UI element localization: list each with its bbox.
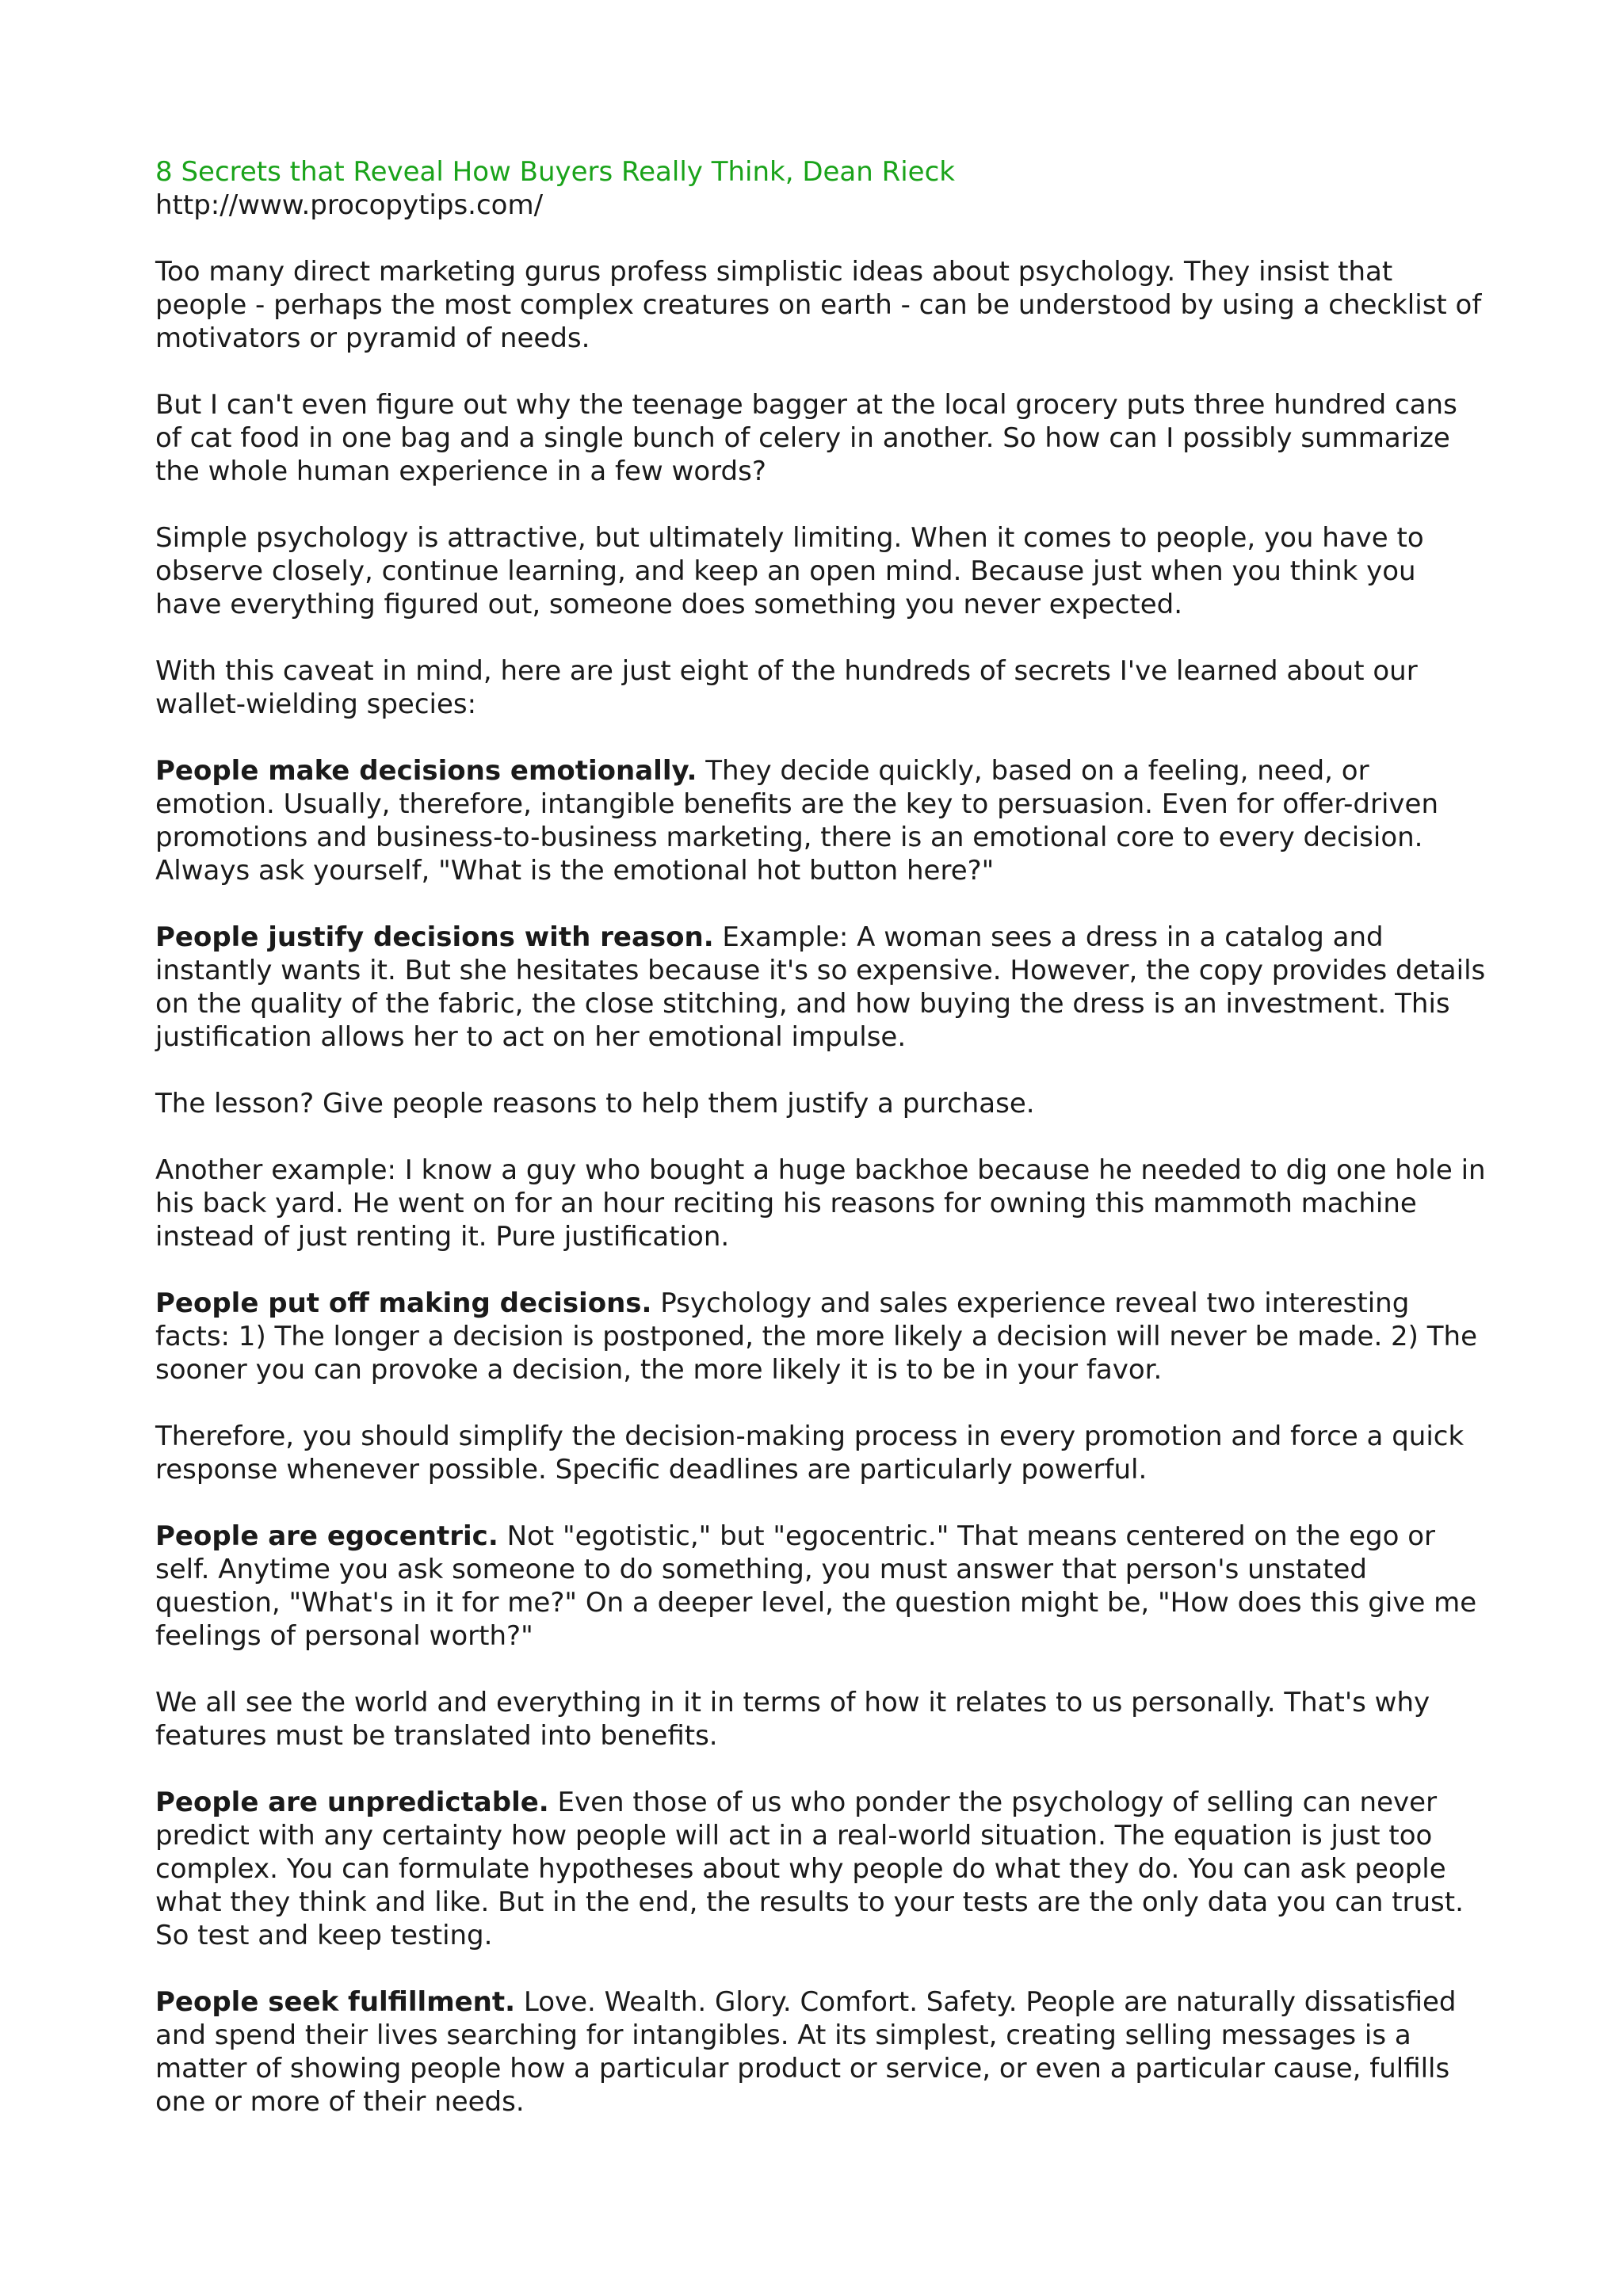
paragraph-text: We all see the world and everything in it in terms of how it relates to us personally. That's why features must be translated into benefits. [155, 1687, 1430, 1752]
paragraph [155, 1154, 1487, 1253]
paragraph [155, 1686, 1487, 1753]
paragraph-text: Even those of us who ponder the psychology of selling can never predict with any certainty how people will act in a real-world situation. The equation is just too complex. You can formulate hypotheses about why people do what they do. You can ask people what they think and like. But in the end, the results to your tests are the only data you can trust. So test and keep testing. [155, 1787, 1464, 1951]
paragraph-lead: People put off making decisions. [155, 1287, 652, 1319]
paragraph [155, 1420, 1487, 1486]
paragraph [155, 1786, 1487, 1952]
paragraph [155, 654, 1487, 721]
paragraph-text: Too many direct marketing gurus profess simplistic ideas about psychology. They insist that people - perhaps the most complex creatures on earth - can be understood by using a checklist of motivators or pyramid of needs. [155, 256, 1482, 354]
paragraph-text: Therefore, you should simplify the decision-making process in every promotion and force a quick response whenever possible. Specific deadlines are particularly powerful. [155, 1421, 1465, 1486]
document-title: 8 Secrets that Reveal How Buyers Really Think, Dean Rieck [155, 156, 955, 188]
paragraph-text: Love. Wealth. Glory. Comfort. Safety. People are naturally dissatisfied and spend their lives searching for intangibles. At its simplest, creating selling messages is a matter of showing people how a particular product or service, or even a particular cause, fulfills one or more of their needs. [155, 1986, 1457, 2118]
paragraph [155, 388, 1487, 488]
paragraph [155, 255, 1487, 355]
paragraph-text: With this caveat in mind, here are just eight of the hundreds of secrets I've learned about our wallet-wielding species: [155, 655, 1418, 720]
paragraph-text: Example: A woman sees a dress in a catalog and instantly wants it. But she hesitates because it's so expensive. However, the copy provides details on the quality of the fabric, the close stitching, and how buying the dress is an investment. This justification allows her to act on her emotional impulse. [155, 921, 1486, 1053]
paragraph-lead: People are unpredictable. [155, 1787, 549, 1818]
paragraph-text: Simple psychology is attractive, but ultimately limiting. When it comes to people, you have to observe closely, continue learning, and keep an open mind. Because just when you think you have everything figured out, someone does something you never expected. [155, 522, 1424, 620]
paragraph [155, 1087, 1487, 1120]
paragraph-text: But I can't even figure out why the teenage bagger at the local grocery puts three hundred cans of cat food in one bag and a single bunch of celery in another. So how can I possibly summarize the whole human experience in a few words? [155, 389, 1457, 487]
document-url: http://www.procopytips.com/ [155, 189, 544, 221]
paragraph-lead: People justify decisions with reason. [155, 921, 714, 953]
paragraph-lead: People seek fulfillment. [155, 1986, 516, 2018]
paragraph-text: Psychology and sales experience reveal two interesting facts: 1) The longer a decision is postponed, the more likely a decision will never be made. 2) The sooner you can provoke a decision, the more likely it is to be in your favor. [155, 1287, 1477, 1386]
paragraph-text: Another example: I know a guy who bought a huge backhoe because he needed to dig one hole in his back yard. He went on for an hour reciting his reasons for owning this mammoth machine instead of just renting it. Pure justification. [155, 1154, 1486, 1253]
paragraph [155, 754, 1487, 887]
paragraph [155, 921, 1487, 1054]
paragraph [155, 1287, 1487, 1386]
paragraph [155, 1985, 1487, 2119]
paragraph-text: Not "egotistic," but "egocentric." That means centered on the ego or self. Anytime you ask someone to do something, you must answer that person's unstated question, "What's in it for me?" On a deeper level, the question might be, "How does this give me feelings of personal worth?" [155, 1520, 1477, 1652]
paragraph-text: They decide quickly, based on a feeling, need, or emotion. Usually, therefore, intangible benefits are the key to persuasion. Even for offer-driven promotions and business-to-business marketing, there is an emotional core to every decision. Always ask yourself, "What is the emotional hot button here?" [155, 755, 1439, 887]
paragraph-lead: People make decisions emotionally. [155, 755, 697, 787]
document-page [155, 155, 1487, 2152]
paragraph-lead: People are egocentric. [155, 1520, 498, 1552]
paragraph [155, 521, 1487, 621]
paragraph [155, 1520, 1487, 1653]
paragraph-text: The lesson? Give people reasons to help them justify a purchase. [155, 1088, 1035, 1119]
